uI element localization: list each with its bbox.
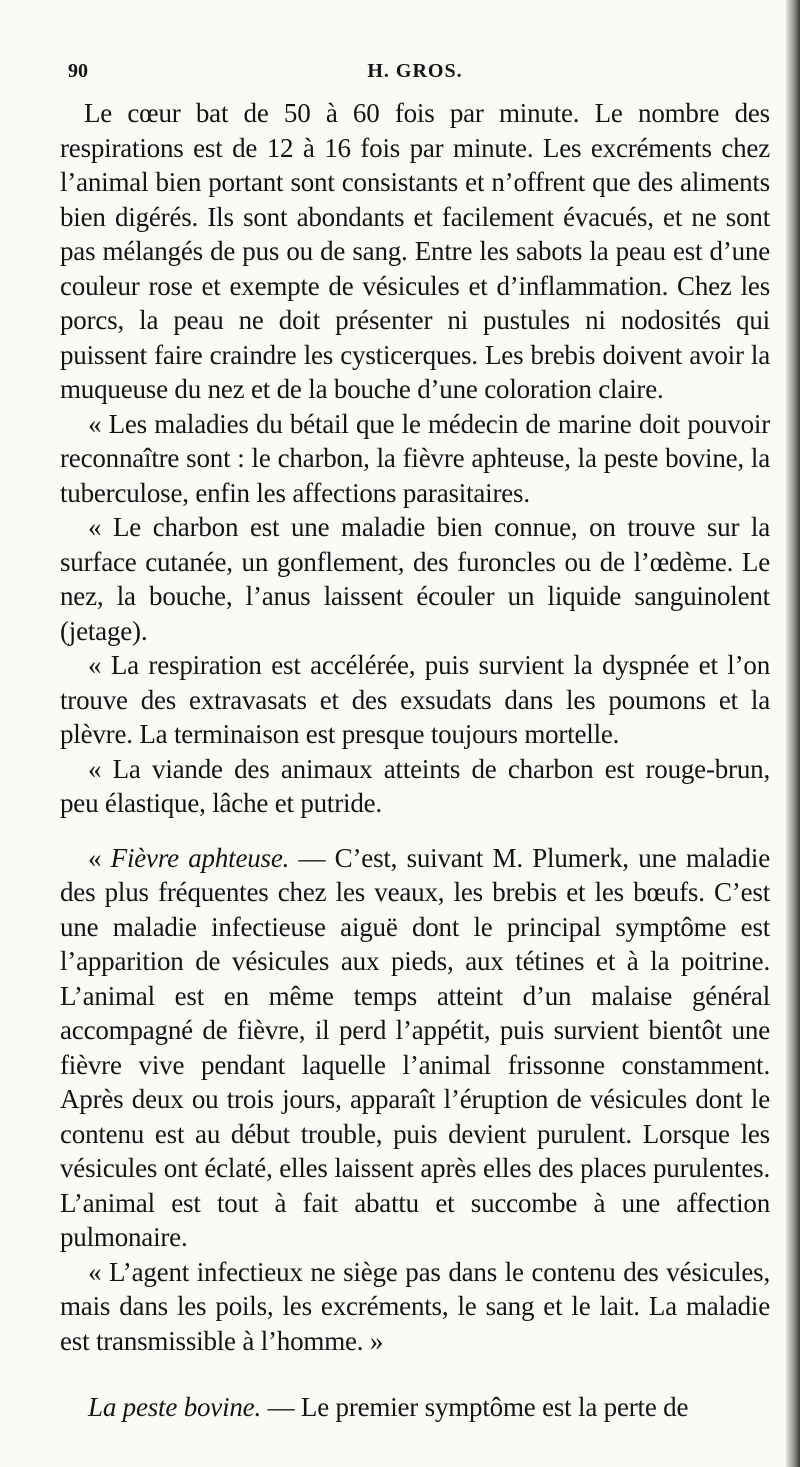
body-text [60,96,770,1425]
page-edge-shadow [786,0,800,1467]
paragraph-rinderpest [60,1390,770,1425]
paragraph-text: « Les maladies du bétail que le médecin de marine doit pouvoir reconnaître sont : le charbon, la fièvre aphteuse, la peste bovine, la tuberculose, enfin les affections parasitaires. [60,408,770,508]
page-header [60,60,770,90]
paragraph-anthrax [60,510,770,648]
paragraph-text: Le cœur bat de 50 à 60 fois par minute. Le nombre des respirations est de 12 à 16 fois par minute. Les excréments chez l’animal bien portant sont consistants et n’offrent que des aliments bien digérés. Ils sont abondants et facilement évacués, et ne sont pas mélangés de pus ou de sang. Entre les sabots la peau est d’une couleur rose et exempte de vésicules et d’inflammation. Chez les porcs, la peau ne doit présenter ni pustules ni nodosités qui puissent faire craindre les cysticerques. Les brebis doivent avoir la muqueuse du nez et de la bouche d’une coloration claire. [60,98,770,404]
paragraph-respiration [60,648,770,752]
section-heading-italic: La peste bovine. [88,1392,262,1422]
running-head: H. GROS. [367,60,463,82]
paragraph-text: « Le charbon est une maladie bien connue, on trouve sur la surface cutanée, un gonflement, des furoncles ou de l’œdème. Le nez, la bouche, l’anus laissent écouler un liquide sanguinolent (jetage). [60,512,770,646]
paragraph-text: — C’est, suivant M. Plumerk, une maladie des plus fréquentes chez les veaux, les brebis et les bœufs. C’est une maladie infectieuse aiguë dont le principal symptôme est l’apparition de vésicules aux pieds, aux tétines et à la poitrine. L’animal est en même temps atteint d’un malaise général accompagné de fièvre, il perd l’appétit, puis survient bientôt une fièvre vive pendant laquelle l’animal frissonne constamment. Après deux ou trois jours, apparaît l’éruption de vésicules dont le contenu est au début trouble, puis devient purulent. Lorsque les vésicules ont éclaté, elles laissent après elles des places purulentes. L’animal est tout à fait abattu et succombe à une affection pulmonaire. [60,842,770,1252]
paragraph-infectious-agent [60,1255,770,1359]
paragraph-text: — Le premier symptôme est la perte de [261,1392,689,1422]
paragraph-foot-and-mouth [60,841,770,1255]
paragraph-lead: « [88,842,111,873]
paragraph-livestock-diseases [60,407,770,511]
paragraph-meat [60,752,770,821]
page-number: 90 [68,60,88,82]
paragraph-pulse-respiration [60,96,770,407]
paragraph-text: « La viande des animaux atteints de charbon est rouge-brun, peu élastique, lâche et putride. [60,753,770,818]
paragraph-text: « L’agent infectieux ne siège pas dans le contenu des vésicules, mais dans les poils, les excréments, le sang et le lait. La maladie est transmissible à l’homme. » [60,1256,770,1356]
section-heading-italic: Fièvre aphteuse. [110,842,290,873]
paragraph-text: « La respiration est accélérée, puis survient la dyspnée et l’on trouve des extravasats et des exsudats dans les poumons et la plèvre. La terminaison est presque toujours mortelle. [60,650,770,749]
